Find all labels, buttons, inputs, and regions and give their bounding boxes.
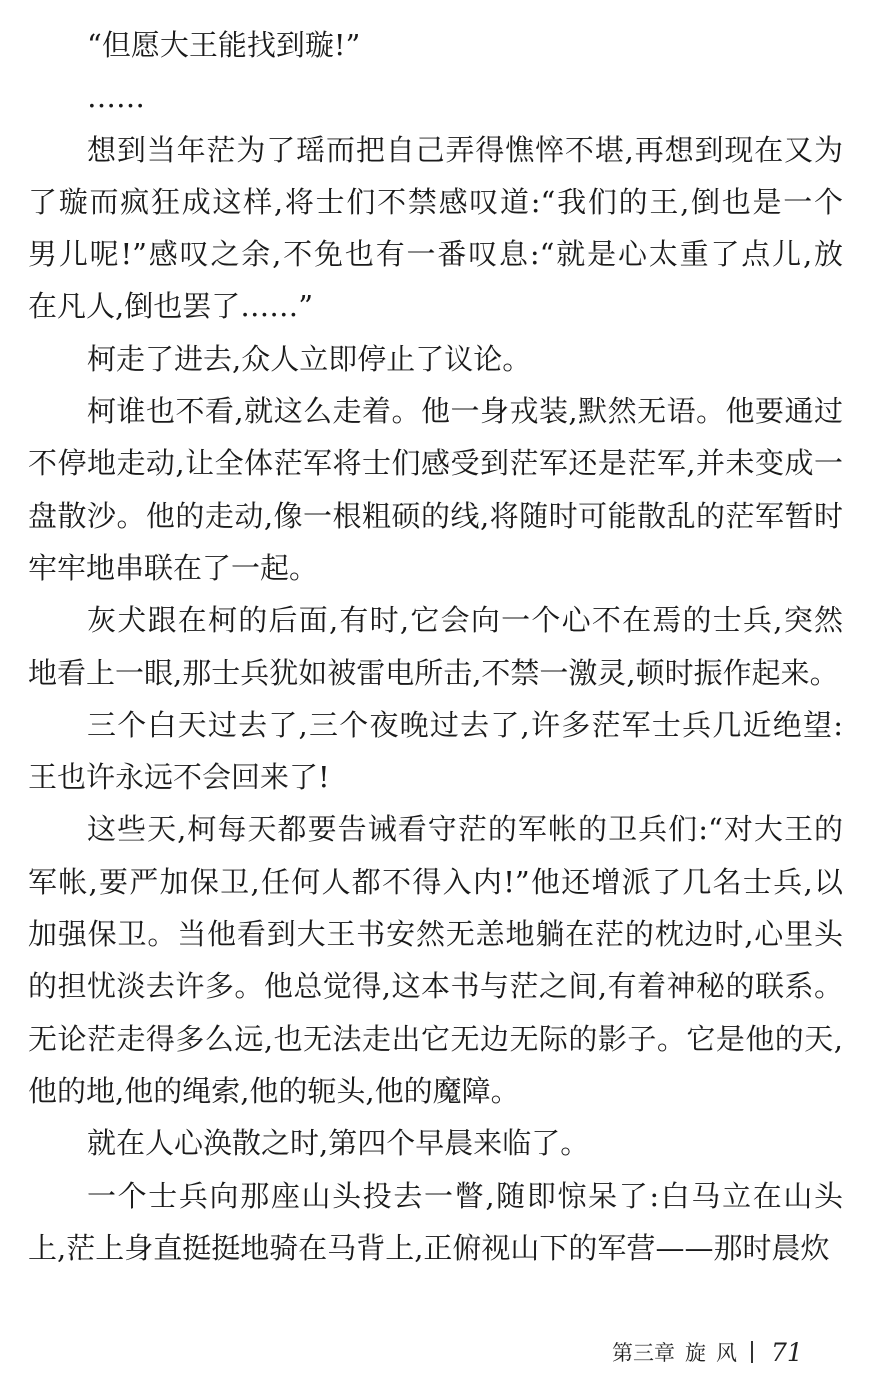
text-line: 地看上一眼,那士兵犹如被雷电所击,不禁一激灵,顿时振作起来。 [28,655,839,690]
text-line: 的担忧淡去许多。他总觉得,这本书与茫之间,有着神秘的联系。 [28,969,843,1004]
chapter-label: 第三章 [612,1341,675,1365]
body-text [28,19,843,1274]
page-number: 71 [771,1337,803,1367]
text-line: 这些天,柯每天都要告诫看守茫的军帐的卫兵们:“对大王的 [87,812,843,847]
text-line: 他的地,他的绳索,他的轭头,他的魔障。 [28,1073,520,1108]
text-line: 加强保卫。当他看到大王书安然无恙地躺在茫的枕边时,心里头 [28,917,843,952]
footer-divider [751,1341,753,1363]
text-line: 柯走了进去,众人立即停止了议论。 [87,341,532,376]
paragraph [28,333,843,385]
text-line: 想到当年茫为了瑶而把自己弄得憔悴不堪,再想到现在又为 [87,132,843,167]
paragraph [28,803,843,1117]
paragraph [28,594,843,699]
text-line: 了璇而疯狂成这样,将士们不禁感叹道:“我们的王,倒也是一个 [28,184,843,219]
paragraph [28,699,843,804]
text-line: 就在人心涣散之时,第四个早晨来临了。 [87,1126,590,1161]
text-line: “但愿大王能找到璇!” [87,28,361,62]
text-line: 三个白天过去了,三个夜晚过去了,许多茫军士兵几近绝望: [87,707,843,742]
text-line: …… [87,80,145,115]
paragraph [28,1170,843,1275]
text-line: 灰犬跟在柯的后面,有时,它会向一个心不在焉的士兵,突然 [87,603,843,638]
text-line: 男儿呢!”感叹之余,不免也有一番叹息:“就是心太重了点儿,放 [28,237,843,272]
chapter-title: 旋风 [685,1341,747,1365]
text-line: 柯谁也不看,就这么走着。他一身戎装,默然无语。他要通过 [87,394,843,429]
text-line: 一个士兵向那座山头投去一瞥,随即惊呆了:白马立在山头 [87,1178,843,1213]
page-footer [612,1332,842,1372]
text-line: 王也许永远不会回来了! [28,760,330,795]
paragraph [28,1117,843,1169]
text-line: 牢牢地串联在了一起。 [28,550,319,585]
text-line: 在凡人,倒也罢了……” [28,289,314,324]
text-line: 军帐,要严加保卫,任何人都不得入内!”他还增派了几名士兵,以 [28,864,843,899]
text-line: 不停地走动,让全体茫军将士们感受到茫军还是茫军,并未变成一 [28,446,843,481]
paragraph [28,71,843,123]
paragraph [28,385,843,594]
paragraph [28,19,843,71]
text-line: 上,茫上身直挺挺地骑在马背上,正俯视山下的军营——那时晨炊 [28,1230,830,1265]
text-line: 盘散沙。他的走动,像一根粗硕的线,将随时可能散乱的茫军暂时 [28,498,843,533]
paragraph [28,124,843,333]
text-line: 无论茫走得多么远,也无法走出它无边无际的影子。它是他的天, [28,1021,843,1056]
